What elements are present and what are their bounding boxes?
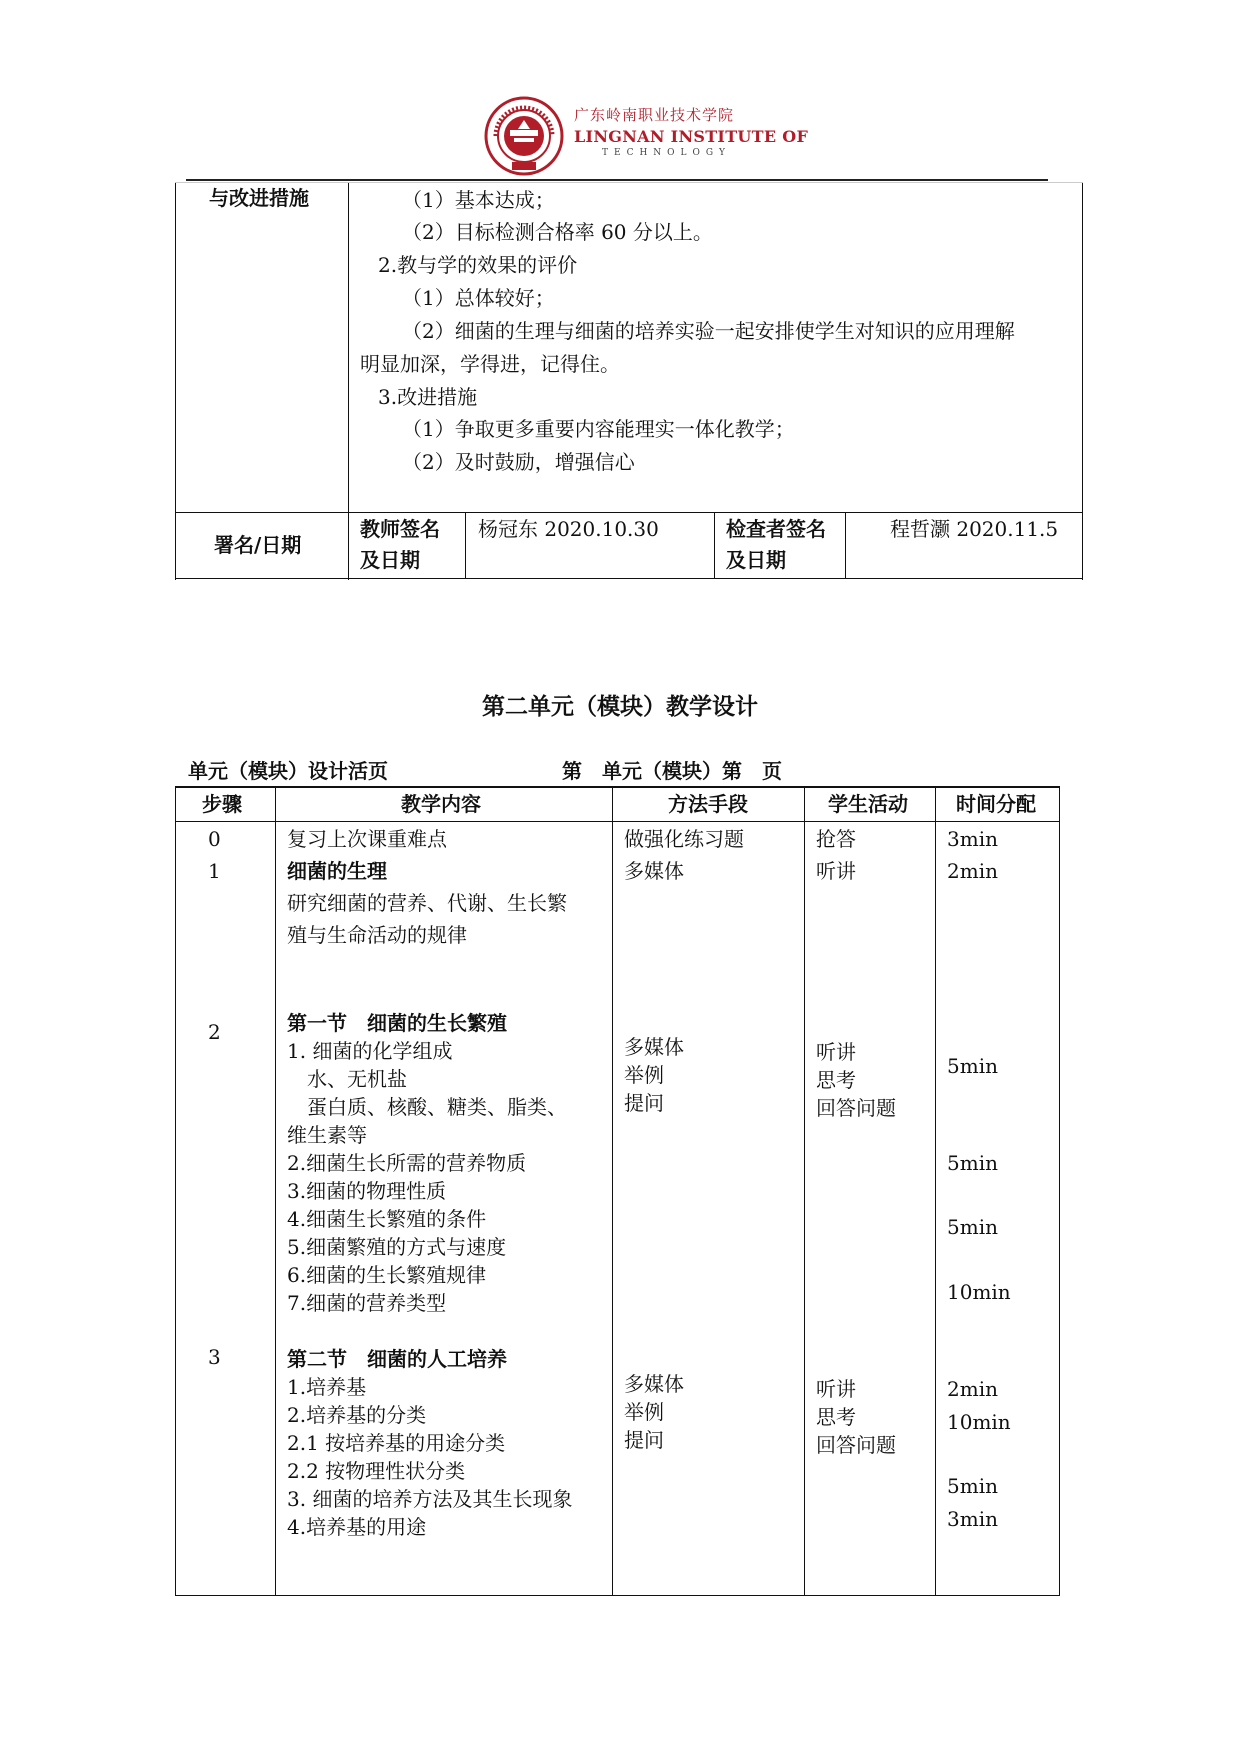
content-line: 2.2 按物理性状分类: [287, 1459, 466, 1483]
time-cell: 10min: [947, 1280, 1011, 1304]
teacher-sign-label: 教师签名: [360, 517, 440, 541]
sign-label: 署名/日期: [214, 533, 302, 557]
school-name-cn: 广东岭南职业技术学院: [574, 106, 735, 124]
time-cell: 3min: [947, 827, 998, 851]
time-cell: 10min: [947, 1410, 1011, 1434]
school-logo: [484, 96, 564, 176]
eval-line: （1）总体较好；: [402, 286, 555, 310]
content-line: 5.细菌繁殖的方式与速度: [287, 1235, 507, 1259]
checker-sign-label-2: 及日期: [726, 548, 786, 572]
activity-cell: 思考: [816, 1068, 856, 1092]
school-name-block: [574, 104, 808, 158]
school-name-en-2: TECHNOLOGY: [602, 148, 731, 158]
content-heading: 第一节 细菌的生长繁殖: [287, 1011, 507, 1035]
eval-line: （1）基本达成；: [402, 188, 555, 212]
checker-sign-label: 检查者签名: [726, 517, 826, 541]
step-number: 1: [208, 859, 221, 883]
content-line: 1.培养基: [287, 1375, 367, 1399]
content-line: 4.培养基的用途: [287, 1515, 427, 1539]
content-line: 2.培养基的分类: [287, 1403, 427, 1427]
method-cell: 提问: [624, 1091, 664, 1115]
eval-line: （1）争取更多重要内容能理实一体化教学；: [402, 417, 795, 441]
row-label: 与改进措施: [209, 186, 309, 210]
content-line: 研究细菌的营养、代谢、生长繁: [287, 891, 567, 915]
method-cell: 多媒体: [624, 1035, 684, 1059]
header-time: 时间分配: [956, 792, 1036, 816]
content-line: 2.细菌生长所需的营养物质: [287, 1151, 527, 1175]
content-heading: 细菌的生理: [287, 859, 387, 883]
method-cell: 提问: [624, 1428, 664, 1452]
header-content: 教学内容: [401, 792, 481, 816]
method-cell: 举例: [624, 1063, 664, 1087]
content-line: 7.细菌的营养类型: [287, 1291, 447, 1315]
method-cell: 举例: [624, 1400, 664, 1424]
content-line: 2.1 按培养基的用途分类: [287, 1431, 506, 1455]
section-title: 第二单元（模块）教学设计: [482, 694, 758, 720]
eval-line: 明显加深，学得进，记得住。: [360, 352, 620, 376]
method-cell: 做强化练习题: [624, 827, 744, 851]
time-cell: 2min: [947, 859, 998, 883]
activity-cell: 听讲: [816, 859, 856, 883]
step-number: 3: [208, 1345, 221, 1369]
method-cell: 多媒体: [624, 1372, 684, 1396]
content-line: 水、无机盐: [287, 1067, 407, 1091]
content-line: 1. 细菌的化学组成: [287, 1039, 453, 1063]
subheader-right: 第 单元（模块）第 页: [562, 759, 782, 783]
eval-line: （2）细菌的生理与细菌的培养实验一起安排使学生对知识的应用理解: [402, 319, 1015, 343]
time-cell: 5min: [947, 1054, 998, 1078]
content-line: 4.细菌生长繁殖的条件: [287, 1207, 487, 1231]
step-number: 2: [208, 1020, 221, 1044]
time-cell: 5min: [947, 1474, 998, 1498]
time-cell: 3min: [947, 1507, 998, 1531]
eval-line: （2）目标检测合格率 60 分以上。: [402, 220, 713, 244]
subheader-left: 单元（模块）设计活页: [188, 759, 388, 783]
checker-sign-value: 程哲灏 2020.11.5: [890, 517, 1059, 541]
time-cell: 5min: [947, 1151, 998, 1175]
header-activity: 学生活动: [828, 792, 908, 816]
activity-cell: 回答问题: [816, 1096, 896, 1120]
header-step: 步骤: [202, 792, 242, 816]
content-line: 3. 细菌的培养方法及其生长现象: [287, 1487, 573, 1511]
header-method: 方法手段: [668, 792, 748, 816]
method-cell: 多媒体: [624, 859, 684, 883]
content-line: 3.细菌的物理性质: [287, 1179, 447, 1203]
content-line: 复习上次课重难点: [287, 827, 447, 851]
eval-line: （2）及时鼓励，增强信心: [402, 450, 635, 474]
content-heading: 第二节 细菌的人工培养: [287, 1347, 507, 1371]
teacher-sign-value: 杨冠东 2020.10.30: [478, 517, 659, 541]
activity-cell: 回答问题: [816, 1433, 896, 1457]
activity-cell: 抢答: [816, 827, 856, 851]
activity-cell: 听讲: [816, 1040, 856, 1064]
teacher-sign-label-2: 及日期: [360, 548, 420, 572]
activity-cell: 思考: [816, 1405, 856, 1429]
content-line: 6.细菌的生长繁殖规律: [287, 1263, 487, 1287]
step-number: 0: [208, 827, 221, 851]
header-rule: [186, 179, 1048, 181]
content-line: 蛋白质、核酸、糖类、脂类、: [287, 1095, 567, 1119]
time-cell: 2min: [947, 1377, 998, 1401]
activity-cell: 听讲: [816, 1377, 856, 1401]
eval-line: 2.教与学的效果的评价: [378, 253, 578, 277]
content-line: 殖与生命活动的规律: [287, 923, 467, 947]
time-cell: 5min: [947, 1215, 998, 1239]
eval-line: 3.改进措施: [378, 385, 478, 409]
school-name-en: LINGNAN INSTITUTE OF: [574, 127, 809, 146]
content-line: 维生素等: [287, 1123, 367, 1147]
